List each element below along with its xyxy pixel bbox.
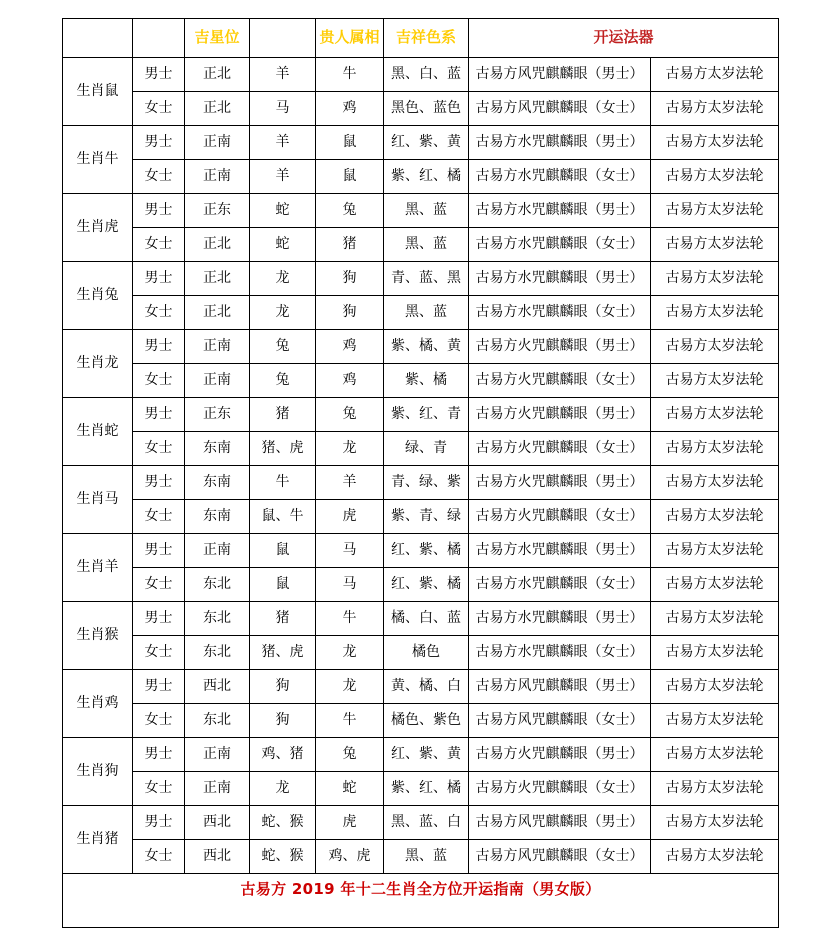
noble-zodiac-cell: 兔 <box>316 738 384 772</box>
charm-secondary-cell: 古易方太岁法轮 <box>651 228 779 262</box>
charm-primary-cell: 古易方水咒麒麟眼（男士） <box>469 534 651 568</box>
charm-secondary-cell: 古易方太岁法轮 <box>651 568 779 602</box>
avoid-zodiac-cell: 蛇 <box>250 228 316 262</box>
lucky-direction-cell: 正南 <box>185 330 250 364</box>
noble-zodiac-cell: 鸡 <box>316 330 384 364</box>
lucky-colors-cell: 黑色、蓝色 <box>384 92 469 126</box>
zodiac-name-cell: 生肖蛇 <box>63 398 133 466</box>
gender-cell: 女士 <box>133 364 185 398</box>
table-row <box>63 58 779 92</box>
zodiac-fortune-table <box>62 18 779 928</box>
gender-cell: 女士 <box>133 296 185 330</box>
header-lucky-colors: 吉祥色系 <box>384 19 469 58</box>
charm-primary-cell: 古易方水咒麒麟眼（女士） <box>469 160 651 194</box>
charm-secondary-cell: 古易方太岁法轮 <box>651 670 779 704</box>
avoid-zodiac-cell: 兔 <box>250 364 316 398</box>
table-row <box>63 738 779 772</box>
charm-primary-cell: 古易方水咒麒麟眼（男士） <box>469 262 651 296</box>
charm-primary-cell: 古易方火咒麒麟眼（女士） <box>469 364 651 398</box>
lucky-colors-cell: 青、蓝、黑 <box>384 262 469 296</box>
gender-cell: 女士 <box>133 840 185 874</box>
gender-cell: 女士 <box>133 500 185 534</box>
table-row <box>63 398 779 432</box>
footer-caption: 古易方 2019 年十二生肖全方位开运指南（男女版） <box>63 874 779 928</box>
lucky-direction-cell: 正东 <box>185 194 250 228</box>
charm-primary-cell: 古易方风咒麒麟眼（男士） <box>469 58 651 92</box>
charm-secondary-cell: 古易方太岁法轮 <box>651 772 779 806</box>
lucky-direction-cell: 东南 <box>185 466 250 500</box>
charm-secondary-cell: 古易方太岁法轮 <box>651 534 779 568</box>
lucky-direction-cell: 东南 <box>185 432 250 466</box>
table-row <box>63 92 779 126</box>
charm-primary-cell: 古易方水咒麒麟眼（女士） <box>469 636 651 670</box>
table-row <box>63 228 779 262</box>
gender-cell: 女士 <box>133 160 185 194</box>
lucky-direction-cell: 东北 <box>185 602 250 636</box>
charm-primary-cell: 古易方火咒麒麟眼（男士） <box>469 398 651 432</box>
noble-zodiac-cell: 猪 <box>316 228 384 262</box>
noble-zodiac-cell: 牛 <box>316 602 384 636</box>
table-row <box>63 568 779 602</box>
gender-cell: 男士 <box>133 58 185 92</box>
header-noble-zodiac: 贵人属相 <box>316 19 384 58</box>
noble-zodiac-cell: 鸡 <box>316 92 384 126</box>
table-row <box>63 670 779 704</box>
noble-zodiac-cell: 马 <box>316 568 384 602</box>
table-row <box>63 160 779 194</box>
gender-cell: 女士 <box>133 568 185 602</box>
lucky-colors-cell: 黑、蓝、白 <box>384 806 469 840</box>
lucky-colors-cell: 红、紫、橘 <box>384 534 469 568</box>
table-row <box>63 126 779 160</box>
avoid-zodiac-cell: 猪、虎 <box>250 432 316 466</box>
lucky-direction-cell: 东北 <box>185 636 250 670</box>
lucky-colors-cell: 紫、橘 <box>384 364 469 398</box>
charm-secondary-cell: 古易方太岁法轮 <box>651 58 779 92</box>
zodiac-name-cell: 生肖羊 <box>63 534 133 602</box>
charm-primary-cell: 古易方水咒麒麟眼（女士） <box>469 296 651 330</box>
charm-primary-cell: 古易方火咒麒麟眼（男士） <box>469 330 651 364</box>
avoid-zodiac-cell: 羊 <box>250 160 316 194</box>
lucky-colors-cell: 黑、蓝 <box>384 194 469 228</box>
table-row <box>63 364 779 398</box>
table-row <box>63 806 779 840</box>
lucky-colors-cell: 紫、红、橘 <box>384 160 469 194</box>
lucky-colors-cell: 青、绿、紫 <box>384 466 469 500</box>
lucky-colors-cell: 红、紫、橘 <box>384 568 469 602</box>
gender-cell: 女士 <box>133 432 185 466</box>
lucky-direction-cell: 正南 <box>185 772 250 806</box>
noble-zodiac-cell: 兔 <box>316 398 384 432</box>
header-avoid-zodiac: 忌生肖 <box>250 19 316 58</box>
table-row <box>63 296 779 330</box>
lucky-direction-cell: 正北 <box>185 296 250 330</box>
zodiac-name-cell: 生肖狗 <box>63 738 133 806</box>
lucky-colors-cell: 黑、蓝 <box>384 840 469 874</box>
avoid-zodiac-cell: 龙 <box>250 296 316 330</box>
charm-primary-cell: 古易方火咒麒麟眼（女士） <box>469 500 651 534</box>
lucky-colors-cell: 黑、蓝 <box>384 228 469 262</box>
noble-zodiac-cell: 兔 <box>316 194 384 228</box>
header-lucky-direction: 吉星位 <box>185 19 250 58</box>
charm-primary-cell: 古易方水咒麒麟眼（女士） <box>469 228 651 262</box>
charm-primary-cell: 古易方水咒麒麟眼（女士） <box>469 568 651 602</box>
charm-secondary-cell: 古易方太岁法轮 <box>651 636 779 670</box>
zodiac-name-cell: 生肖猴 <box>63 602 133 670</box>
charm-secondary-cell: 古易方太岁法轮 <box>651 398 779 432</box>
lucky-direction-cell: 正南 <box>185 534 250 568</box>
zodiac-name-cell: 生肖兔 <box>63 262 133 330</box>
table-row <box>63 534 779 568</box>
zodiac-guide-sheet <box>62 18 778 928</box>
table-row <box>63 466 779 500</box>
header-zodiac-blank <box>63 19 133 58</box>
gender-cell: 女士 <box>133 228 185 262</box>
charm-primary-cell: 古易方火咒麒麟眼（女士） <box>469 772 651 806</box>
gender-cell: 男士 <box>133 738 185 772</box>
gender-cell: 女士 <box>133 772 185 806</box>
table-row <box>63 262 779 296</box>
table-header-row <box>63 19 779 58</box>
avoid-zodiac-cell: 牛 <box>250 466 316 500</box>
table-row <box>63 602 779 636</box>
avoid-zodiac-cell: 鸡、猪 <box>250 738 316 772</box>
noble-zodiac-cell: 牛 <box>316 704 384 738</box>
gender-cell: 男士 <box>133 670 185 704</box>
table-row <box>63 704 779 738</box>
lucky-colors-cell: 橘、白、蓝 <box>384 602 469 636</box>
noble-zodiac-cell: 羊 <box>316 466 384 500</box>
lucky-direction-cell: 东南 <box>185 500 250 534</box>
noble-zodiac-cell: 虎 <box>316 806 384 840</box>
lucky-direction-cell: 西北 <box>185 806 250 840</box>
noble-zodiac-cell: 马 <box>316 534 384 568</box>
avoid-zodiac-cell: 龙 <box>250 772 316 806</box>
charm-secondary-cell: 古易方太岁法轮 <box>651 466 779 500</box>
avoid-zodiac-cell: 蛇、猴 <box>250 806 316 840</box>
charm-secondary-cell: 古易方太岁法轮 <box>651 330 779 364</box>
charm-secondary-cell: 古易方太岁法轮 <box>651 296 779 330</box>
charm-primary-cell: 古易方火咒麒麟眼（女士） <box>469 432 651 466</box>
lucky-direction-cell: 正南 <box>185 126 250 160</box>
gender-cell: 男士 <box>133 806 185 840</box>
gender-cell: 男士 <box>133 330 185 364</box>
charm-secondary-cell: 古易方太岁法轮 <box>651 432 779 466</box>
lucky-colors-cell: 橘色 <box>384 636 469 670</box>
gender-cell: 男士 <box>133 398 185 432</box>
lucky-direction-cell: 正北 <box>185 92 250 126</box>
charm-secondary-cell: 古易方太岁法轮 <box>651 704 779 738</box>
avoid-zodiac-cell: 猪 <box>250 602 316 636</box>
charm-primary-cell: 古易方水咒麒麟眼（男士） <box>469 602 651 636</box>
charm-secondary-cell: 古易方太岁法轮 <box>651 602 779 636</box>
noble-zodiac-cell: 虎 <box>316 500 384 534</box>
avoid-zodiac-cell: 狗 <box>250 704 316 738</box>
charm-secondary-cell: 古易方太岁法轮 <box>651 160 779 194</box>
table-row <box>63 636 779 670</box>
charm-secondary-cell: 古易方太岁法轮 <box>651 738 779 772</box>
charm-secondary-cell: 古易方太岁法轮 <box>651 262 779 296</box>
zodiac-name-cell: 生肖鸡 <box>63 670 133 738</box>
avoid-zodiac-cell: 鼠 <box>250 568 316 602</box>
lucky-direction-cell: 正北 <box>185 262 250 296</box>
lucky-direction-cell: 东北 <box>185 704 250 738</box>
avoid-zodiac-cell: 猪 <box>250 398 316 432</box>
noble-zodiac-cell: 鼠 <box>316 160 384 194</box>
avoid-zodiac-cell: 兔 <box>250 330 316 364</box>
lucky-colors-cell: 橘色、紫色 <box>384 704 469 738</box>
header-gender-blank <box>133 19 185 58</box>
noble-zodiac-cell: 鼠 <box>316 126 384 160</box>
lucky-direction-cell: 正南 <box>185 738 250 772</box>
noble-zodiac-cell: 蛇 <box>316 772 384 806</box>
charm-secondary-cell: 古易方太岁法轮 <box>651 126 779 160</box>
lucky-direction-cell: 正南 <box>185 160 250 194</box>
avoid-zodiac-cell: 猪、虎 <box>250 636 316 670</box>
gender-cell: 女士 <box>133 704 185 738</box>
gender-cell: 男士 <box>133 262 185 296</box>
noble-zodiac-cell: 狗 <box>316 296 384 330</box>
gender-cell: 男士 <box>133 602 185 636</box>
avoid-zodiac-cell: 蛇 <box>250 194 316 228</box>
gender-cell: 男士 <box>133 534 185 568</box>
gender-cell: 男士 <box>133 194 185 228</box>
zodiac-name-cell: 生肖鼠 <box>63 58 133 126</box>
noble-zodiac-cell: 龙 <box>316 636 384 670</box>
lucky-colors-cell: 绿、青 <box>384 432 469 466</box>
lucky-colors-cell: 紫、红、橘 <box>384 772 469 806</box>
avoid-zodiac-cell: 马 <box>250 92 316 126</box>
gender-cell: 男士 <box>133 126 185 160</box>
noble-zodiac-cell: 鸡、虎 <box>316 840 384 874</box>
lucky-colors-cell: 黑、白、蓝 <box>384 58 469 92</box>
zodiac-name-cell: 生肖牛 <box>63 126 133 194</box>
table-row <box>63 840 779 874</box>
gender-cell: 女士 <box>133 92 185 126</box>
noble-zodiac-cell: 牛 <box>316 58 384 92</box>
table-row <box>63 772 779 806</box>
zodiac-name-cell: 生肖马 <box>63 466 133 534</box>
zodiac-name-cell: 生肖虎 <box>63 194 133 262</box>
charm-secondary-cell: 古易方太岁法轮 <box>651 92 779 126</box>
noble-zodiac-cell: 鸡 <box>316 364 384 398</box>
avoid-zodiac-cell: 蛇、猴 <box>250 840 316 874</box>
table-row <box>63 500 779 534</box>
lucky-direction-cell: 西北 <box>185 670 250 704</box>
charm-secondary-cell: 古易方太岁法轮 <box>651 364 779 398</box>
lucky-colors-cell: 黄、橘、白 <box>384 670 469 704</box>
lucky-colors-cell: 红、紫、黄 <box>384 126 469 160</box>
charm-secondary-cell: 古易方太岁法轮 <box>651 194 779 228</box>
charm-primary-cell: 古易方风咒麒麟眼（女士） <box>469 92 651 126</box>
charm-primary-cell: 古易方风咒麒麟眼（女士） <box>469 840 651 874</box>
gender-cell: 男士 <box>133 466 185 500</box>
lucky-direction-cell: 西北 <box>185 840 250 874</box>
avoid-zodiac-cell: 龙 <box>250 262 316 296</box>
noble-zodiac-cell: 龙 <box>316 432 384 466</box>
charm-primary-cell: 古易方水咒麒麟眼（男士） <box>469 194 651 228</box>
gender-cell: 女士 <box>133 636 185 670</box>
charm-secondary-cell: 古易方太岁法轮 <box>651 840 779 874</box>
avoid-zodiac-cell: 羊 <box>250 126 316 160</box>
charm-secondary-cell: 古易方太岁法轮 <box>651 806 779 840</box>
lucky-colors-cell: 黑、蓝 <box>384 296 469 330</box>
lucky-direction-cell: 正北 <box>185 228 250 262</box>
avoid-zodiac-cell: 狗 <box>250 670 316 704</box>
charm-secondary-cell: 古易方太岁法轮 <box>651 500 779 534</box>
avoid-zodiac-cell: 鼠 <box>250 534 316 568</box>
table-row <box>63 432 779 466</box>
lucky-direction-cell: 正北 <box>185 58 250 92</box>
noble-zodiac-cell: 狗 <box>316 262 384 296</box>
zodiac-name-cell: 生肖龙 <box>63 330 133 398</box>
lucky-colors-cell: 紫、青、绿 <box>384 500 469 534</box>
lucky-colors-cell: 红、紫、黄 <box>384 738 469 772</box>
table-row <box>63 194 779 228</box>
charm-primary-cell: 古易方风咒麒麟眼（男士） <box>469 670 651 704</box>
avoid-zodiac-cell: 羊 <box>250 58 316 92</box>
header-lucky-charms: 开运法器 <box>469 19 779 58</box>
charm-primary-cell: 古易方火咒麒麟眼（男士） <box>469 466 651 500</box>
charm-primary-cell: 古易方风咒麒麟眼（男士） <box>469 806 651 840</box>
lucky-direction-cell: 正南 <box>185 364 250 398</box>
lucky-direction-cell: 东北 <box>185 568 250 602</box>
lucky-colors-cell: 紫、红、青 <box>384 398 469 432</box>
noble-zodiac-cell: 龙 <box>316 670 384 704</box>
avoid-zodiac-cell: 鼠、牛 <box>250 500 316 534</box>
charm-primary-cell: 古易方水咒麒麟眼（男士） <box>469 126 651 160</box>
table-row <box>63 330 779 364</box>
table-footer-row <box>63 874 779 928</box>
lucky-direction-cell: 正东 <box>185 398 250 432</box>
charm-primary-cell: 古易方风咒麒麟眼（女士） <box>469 704 651 738</box>
lucky-colors-cell: 紫、橘、黄 <box>384 330 469 364</box>
zodiac-name-cell: 生肖猪 <box>63 806 133 874</box>
charm-primary-cell: 古易方火咒麒麟眼（男士） <box>469 738 651 772</box>
